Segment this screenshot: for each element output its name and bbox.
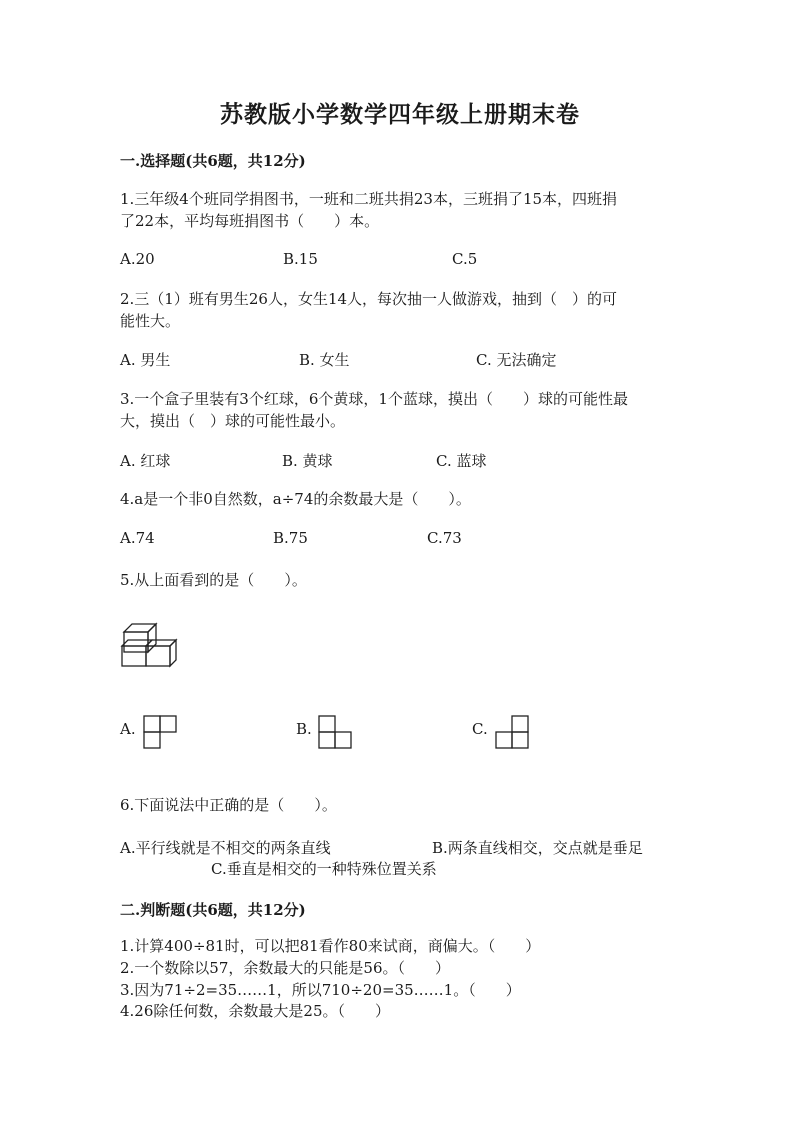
question-5-line-1: 5.从上面看到的是（ ）。: [120, 571, 307, 589]
question-4-line-1: 4.a是一个非0自然数，a÷74的余数最大是（ ）。: [120, 490, 471, 508]
question-6-line-1: 6.下面说法中正确的是（ ）。: [120, 796, 337, 814]
question-5-option-b: B.: [296, 720, 312, 738]
question-2-option-c: C. 无法确定: [476, 351, 557, 369]
section-heading-choice: 一.选择题(共6题，共12分): [120, 152, 306, 170]
question-2-line-1: 2.三（1）班有男生26人，女生14人，每次抽一人做游戏，抽到（ ）的可: [120, 290, 618, 308]
question-5-option-c: C.: [472, 720, 488, 738]
option-a-view-icon: [143, 715, 177, 749]
question-3-option-c: C. 蓝球: [436, 452, 487, 470]
question-1-option-b: B.15: [283, 250, 318, 268]
question-2-line-2: 能性大。: [120, 312, 181, 330]
question-4-option-a: A.74: [120, 529, 155, 547]
question-6-option-c: C.垂直是相交的一种特殊位置关系: [211, 860, 437, 878]
question-4-option-b: B.75: [273, 529, 308, 547]
judge-item-4: 4.26除任何数，余数最大是25。（ ）: [120, 1002, 390, 1020]
question-1-line-1: 1.三年级4个班同学捐图书，一班和二班共捐23本，三班捐了15本，四班捐: [120, 190, 618, 208]
question-3-line-2: 大，摸出（ ）球的可能性最小。: [120, 412, 346, 430]
question-5-option-a: A.: [120, 720, 136, 738]
section-heading-judge: 二.判断题(共6题，共12分): [120, 901, 306, 919]
question-1-option-c: C.5: [452, 250, 478, 268]
question-3-option-a: A. 红球: [120, 452, 171, 470]
question-1-line-2: 了22本，平均每班捐图书（ ）本。: [120, 212, 380, 230]
question-2-option-a: A. 男生: [120, 351, 171, 369]
question-3-line-1: 3.一个盒子里装有3个红球，6个黄球，1个蓝球，摸出（ ）球的可能性最: [120, 390, 628, 408]
judge-item-2: 2.一个数除以57，余数最大的只能是56。（ ）: [120, 959, 450, 977]
question-1-option-a: A.20: [120, 250, 155, 268]
option-b-view-icon: [318, 715, 352, 749]
question-3-option-b: B. 黄球: [282, 452, 333, 470]
judge-item-1: 1.计算400÷81时，可以把81看作80来试商，商偏大。（ ）: [120, 937, 541, 955]
option-c-view-icon: [495, 715, 529, 749]
cubes-figure-icon: [118, 622, 182, 668]
question-6-option-a: A.平行线就是不相交的两条直线: [120, 839, 331, 857]
question-6-option-b: B.两条直线相交，交点就是垂足: [432, 839, 643, 857]
page-title: 苏教版小学数学四年级上册期末卷: [220, 101, 580, 128]
question-2-option-b: B. 女生: [299, 351, 350, 369]
question-4-option-c: C.73: [427, 529, 462, 547]
judge-item-3: 3.因为71÷2=35……1，所以710÷20=35……1。（ ）: [120, 981, 521, 999]
